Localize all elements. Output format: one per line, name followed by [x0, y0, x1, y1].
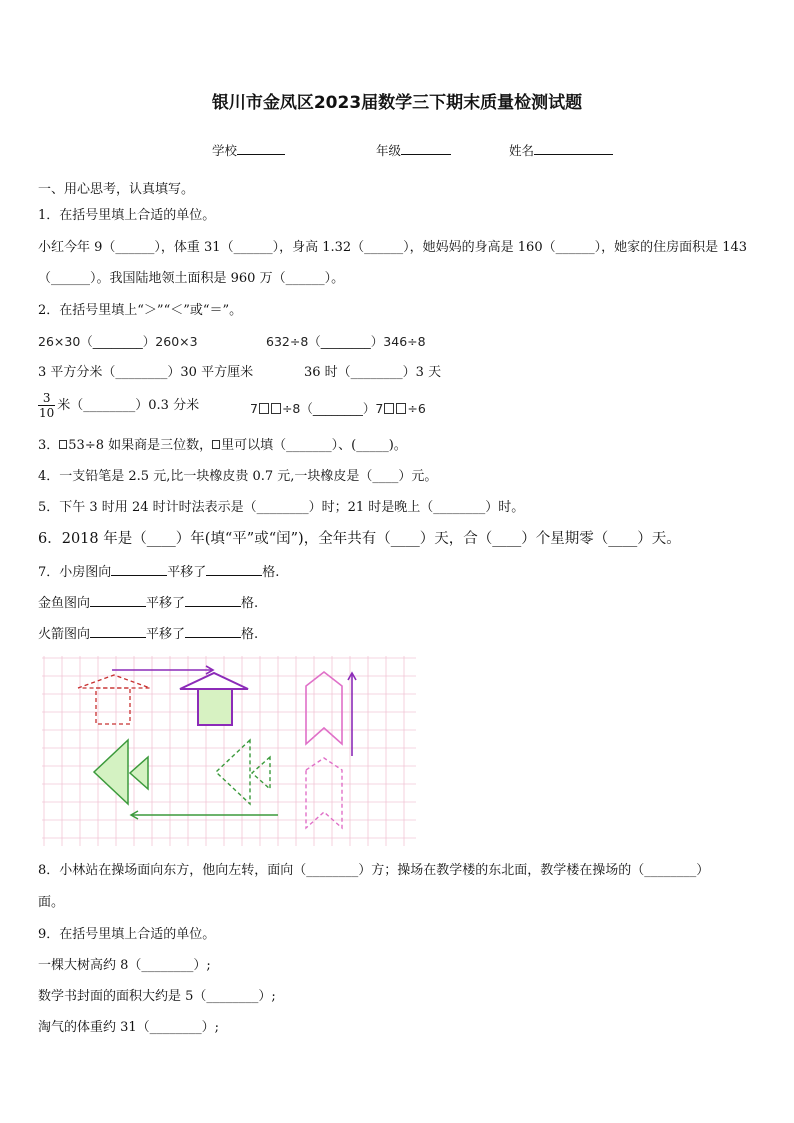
- fraction: [38, 391, 55, 420]
- q6-line: 6．2018 年是（____）年(填“平”或“闰”)，全年共有（____）天，合（____）个星期零（____）天。: [38, 531, 681, 547]
- q2-row3-a: [38, 391, 199, 420]
- fraction-numerator: 3: [38, 391, 55, 406]
- section-heading: 一、用心思考，认真填写。: [38, 182, 195, 197]
- translation-grid-figure: [42, 656, 416, 846]
- q7-line3: [38, 624, 258, 644]
- q3-text-end: 里可以填（_______）、(_____)。: [221, 438, 407, 453]
- q7-line1: [38, 562, 279, 582]
- house-body: [198, 689, 232, 725]
- q9-heading: 9．在括号里填上合适的单位。: [38, 927, 216, 942]
- school-label: 学校: [212, 143, 238, 158]
- q7-blank[interactable]: [111, 562, 167, 576]
- digit-box-icon: [259, 403, 269, 414]
- q4-line: 4．一支铅笔是 2.5 元,比一块橡皮贵 0.7 元,一块橡皮是（____）元。: [38, 469, 438, 484]
- q8-line1: 8．小林站在操场面向东方，他向左转，面向（________）方；操场在教学楼的东北面，教学楼在操场的（________）: [38, 863, 710, 878]
- q2-row3-a-text: 米（________）0.3 分米: [57, 398, 200, 413]
- q2-row1-a: 26×30（________）260×3: [38, 334, 198, 349]
- house-roof: [180, 673, 248, 689]
- box-icon: [59, 440, 67, 449]
- q1-heading: 1．在括号里填上合适的单位。: [38, 208, 216, 223]
- q7-line2-pre: 金鱼图向: [38, 596, 91, 611]
- fish-dashed-body: [216, 740, 250, 804]
- q9-line3: 淘气的体重约 31（________）;: [38, 1020, 220, 1035]
- name-label: 姓名: [509, 143, 535, 158]
- q7-line1-pre: 7．小房图向: [38, 565, 112, 580]
- q7-line3-mid: 平移了: [146, 627, 186, 642]
- q9-line2: 数学书封面的面积大约是 5（________）;: [38, 989, 276, 1004]
- name-field: [509, 141, 613, 159]
- q7-line2-end: 格.: [241, 596, 259, 611]
- house-dashed-roof: [78, 675, 150, 688]
- q9-line1: 一棵大树高约 8（________）;: [38, 958, 211, 973]
- box-icon: [212, 440, 220, 449]
- q2-row1-b: 632÷8（________）346÷8: [266, 334, 426, 349]
- house-dashed-body: [96, 688, 130, 724]
- q7-line3-pre: 火箭图向: [38, 627, 91, 642]
- q7-blank[interactable]: [185, 593, 241, 607]
- digit-box-icon: [384, 403, 394, 414]
- q7-line2: [38, 593, 258, 613]
- grade-field: [376, 141, 451, 159]
- q3-text: 53÷8 如果商是三位数，: [68, 438, 213, 453]
- digit-box-icon: [271, 403, 281, 414]
- arrow-right: [112, 666, 213, 674]
- q1-line2: （______）。我国陆地领土面积是 960 万（______）。: [38, 271, 345, 286]
- house-solid: [180, 673, 248, 725]
- grade-label: 年级: [376, 143, 402, 158]
- school-field: [212, 141, 285, 159]
- rocket-shape: [306, 672, 342, 744]
- q7-line2-mid: 平移了: [146, 596, 186, 611]
- q2-row3-b-part1: 7: [250, 401, 258, 416]
- rocket-dashed: [306, 758, 342, 828]
- q2-row3-b-part2: ÷8（________）7: [281, 401, 384, 416]
- page-title: 银川市金凤区2023届数学三下期末质量检测试题: [211, 93, 583, 113]
- q7-blank[interactable]: [90, 624, 146, 638]
- name-blank[interactable]: [534, 141, 613, 155]
- q2-row3-b-part3: ÷6: [407, 401, 426, 416]
- grade-blank[interactable]: [401, 141, 451, 155]
- house-dashed: [78, 675, 150, 724]
- q7-blank[interactable]: [185, 624, 241, 638]
- school-blank[interactable]: [237, 141, 285, 155]
- fish-body: [94, 740, 128, 804]
- q7-blank[interactable]: [206, 562, 262, 576]
- q2-row3-b: [250, 400, 426, 418]
- arrow-up: [348, 673, 356, 756]
- q3-line: [38, 437, 407, 455]
- fraction-denominator: 10: [39, 406, 55, 420]
- rocket-dashed-shape: [306, 758, 342, 828]
- q2-row2-b: 36 时（________）3 天: [304, 365, 442, 380]
- q7-blank[interactable]: [90, 593, 146, 607]
- q1-line1: 小红今年 9（______），体重 31（______），身高 1.32（______），她妈妈的身高是 160（______），她家的住房面积是 143: [38, 240, 748, 255]
- arrow-left: [131, 811, 278, 819]
- rocket-solid: [306, 672, 342, 744]
- digit-box-icon: [396, 403, 406, 414]
- q3-number: 3．: [38, 438, 60, 453]
- q7-line3-end: 格.: [241, 627, 259, 642]
- q7-line1-end: 格.: [262, 565, 280, 580]
- q2-row2-a: 3 平方分米（________）30 平方厘米: [38, 365, 254, 380]
- q7-line1-mid: 平移了: [167, 565, 207, 580]
- q2-heading: 2．在括号里填上“＞”“＜”或“＝”。: [38, 303, 243, 318]
- q8-line2: 面。: [38, 895, 65, 910]
- fish-solid: [94, 740, 148, 804]
- q5-line: 5．下午 3 时用 24 时计时法表示是（________）时；21 时是晚上（________）时。: [38, 500, 525, 515]
